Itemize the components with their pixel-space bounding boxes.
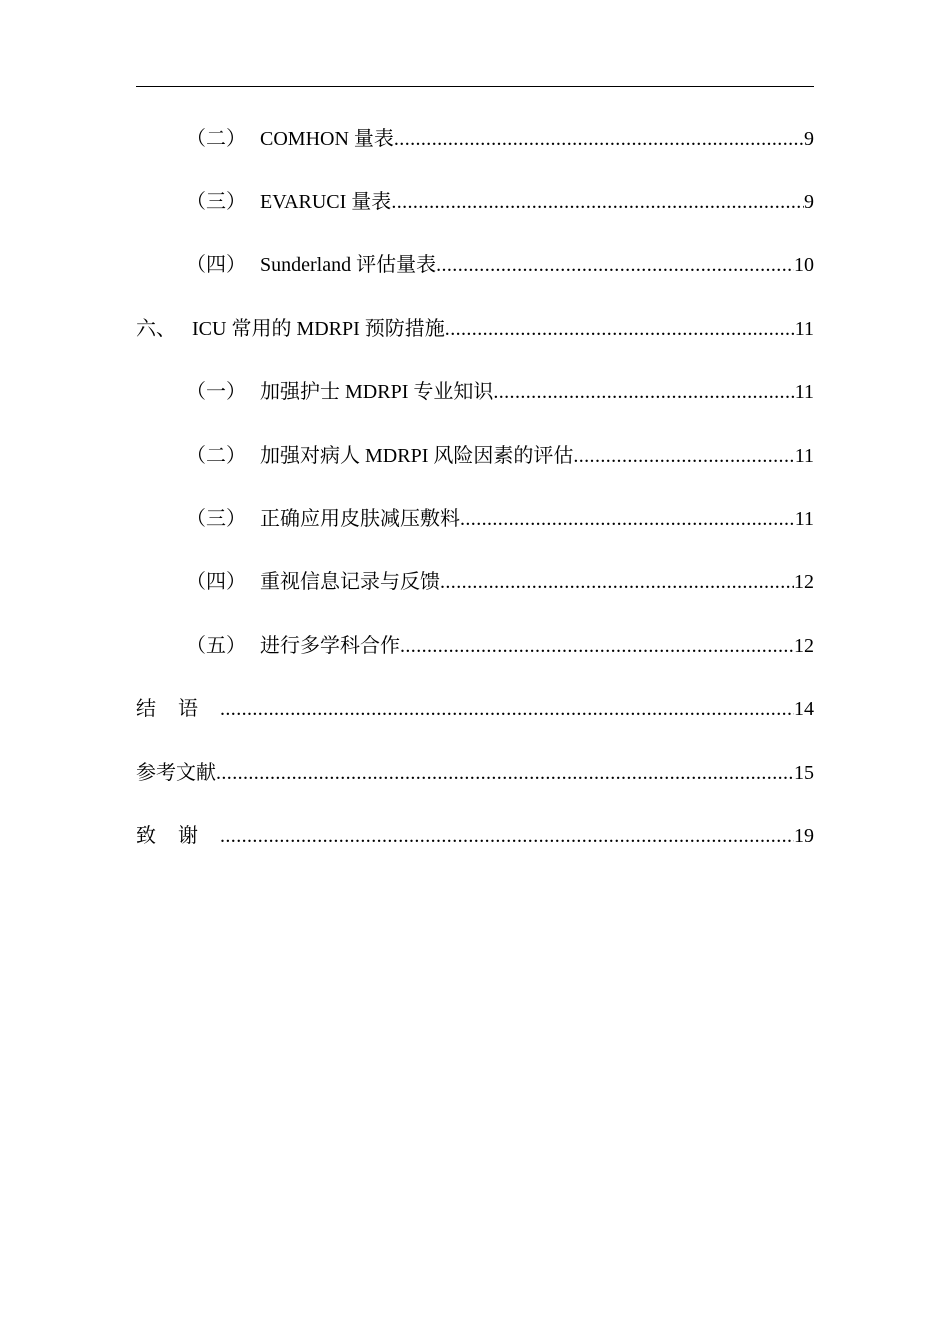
toc-entry-number: （四） xyxy=(186,571,246,594)
toc-entry-page: 9 xyxy=(804,191,814,214)
toc-entry-conclusion[interactable] xyxy=(136,678,814,741)
toc-entry-page: 12 xyxy=(794,634,814,657)
toc-entry-dressing[interactable] xyxy=(136,487,814,550)
toc-entry-records-feedback[interactable] xyxy=(136,551,814,614)
toc-entry-number: （一） xyxy=(186,381,246,404)
toc-entry-nurse-knowledge[interactable] xyxy=(136,361,814,424)
toc-dot-leader xyxy=(400,634,794,658)
toc-entry-number: （四） xyxy=(186,254,246,277)
toc-entry-title: 进行多学科合作 xyxy=(260,634,400,657)
toc-entry-title: Sunderland 评估量表 xyxy=(260,254,437,277)
toc-entry-acknowledgements[interactable] xyxy=(136,804,814,867)
toc-entry-number: （二） xyxy=(186,444,246,467)
toc-entry-icu-prevention[interactable] xyxy=(136,297,814,360)
toc-entry-page: 11 xyxy=(794,381,814,404)
toc-entry-risk-assessment[interactable] xyxy=(136,424,814,487)
toc-dot-leader xyxy=(460,507,795,531)
toc-dot-leader xyxy=(440,570,794,594)
toc-entry-title: 重视信息记录与反馈 xyxy=(260,571,440,594)
toc-entry-number: （二） xyxy=(186,127,246,150)
toc-entry-title: 加强护士 MDRPI 专业知识 xyxy=(260,381,494,404)
toc-entry-number: （三） xyxy=(186,191,246,214)
toc-entry-title: ICU 常用的 MDRPI 预防措施 xyxy=(192,317,445,340)
toc-dot-leader xyxy=(394,127,804,151)
toc-entry-number: （三） xyxy=(186,508,246,531)
toc-entry-sunderland[interactable] xyxy=(136,234,814,297)
toc-entry-title: EVARUCI 量表 xyxy=(260,191,392,214)
toc-dot-leader xyxy=(493,380,794,404)
toc-entry-title: COMHON 量表 xyxy=(260,127,394,150)
toc-dot-leader xyxy=(573,444,794,468)
toc-entry-page: 9 xyxy=(804,127,814,150)
toc-entry-page: 19 xyxy=(794,824,814,847)
toc-entry-title: 加强对病人 MDRPI 风险因素的评估 xyxy=(260,444,574,467)
toc-entry-title: 正确应用皮肤减压敷料 xyxy=(260,508,460,531)
table-of-contents xyxy=(136,107,814,868)
toc-entry-number: 六、 xyxy=(136,317,176,340)
toc-entry-page: 11 xyxy=(794,317,814,340)
toc-entry-page: 11 xyxy=(794,508,814,531)
toc-entry-comhon[interactable] xyxy=(136,107,814,170)
toc-dot-leader xyxy=(220,697,794,721)
header-rule xyxy=(136,86,814,87)
toc-entry-title: 参考文献 xyxy=(136,761,216,784)
toc-entry-title: 致谢 xyxy=(136,824,220,847)
toc-dot-leader xyxy=(445,317,795,341)
toc-entry-title: 结语 xyxy=(136,698,220,721)
toc-dot-leader xyxy=(436,253,794,277)
toc-entry-multidisciplinary[interactable] xyxy=(136,614,814,677)
toc-entry-page: 11 xyxy=(794,444,814,467)
toc-dot-leader xyxy=(391,190,804,214)
toc-entry-page: 10 xyxy=(794,254,814,277)
toc-entry-page: 12 xyxy=(794,571,814,594)
toc-dot-leader xyxy=(220,824,794,848)
toc-entry-page: 15 xyxy=(794,761,814,784)
toc-entry-evaruci[interactable] xyxy=(136,170,814,233)
toc-dot-leader xyxy=(216,761,794,785)
toc-entry-number: （五） xyxy=(186,634,246,657)
toc-entry-page: 14 xyxy=(794,698,814,721)
toc-entry-references[interactable] xyxy=(136,741,814,804)
